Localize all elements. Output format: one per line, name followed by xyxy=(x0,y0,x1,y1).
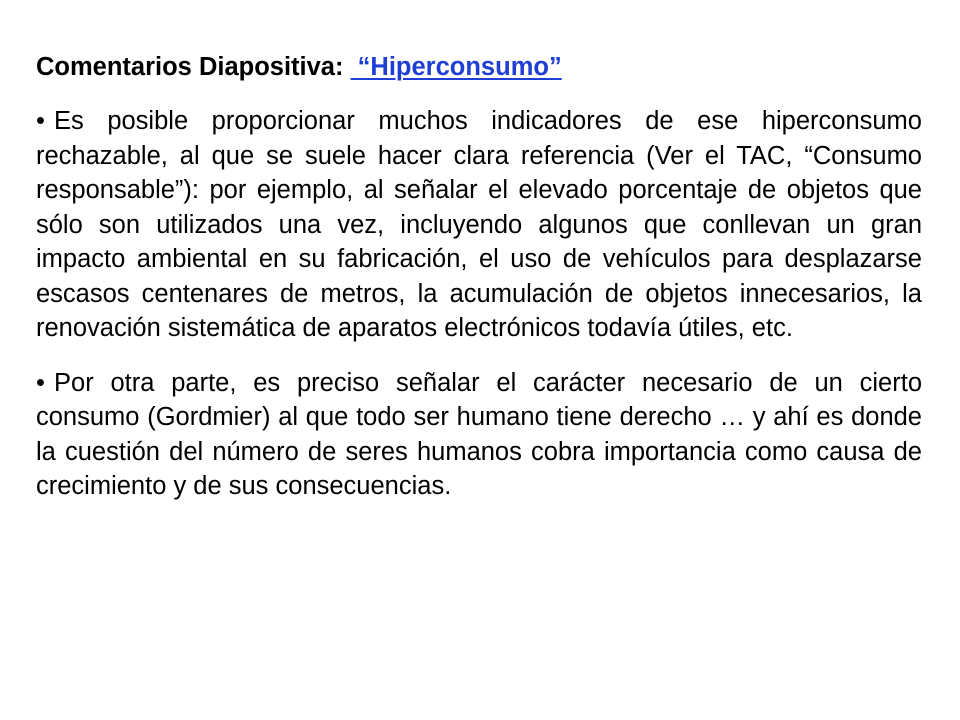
heading-label: Comentarios Diapositiva: xyxy=(36,53,344,81)
bullet-text-1: Es posible proporcionar muchos indicadores de ese hiperconsumo rechazable, al que se suele hacer clara referencia (Ver el TAC, “Consumo responsable”): por ejemplo, al señalar el elevado porcentaje de objetos que sólo son utilizados una vez, incluyendo algunos que conllevan un gran impacto ambiental en su fabricación, el uso de vehículos para desplazarse escasos centenares de metros, la acumulación de objetos innecesarios, la renovación sistemática de aparatos electrónicos todavía útiles, etc. xyxy=(36,107,922,342)
slide-heading xyxy=(36,50,922,84)
slide-content xyxy=(36,50,922,524)
heading-link[interactable]: “Hiperconsumo” xyxy=(350,53,562,81)
bullet-paragraph-2 xyxy=(36,366,922,504)
bullet-paragraph-1 xyxy=(36,104,922,346)
bullet-text-2: Por otra parte, es preciso señalar el carácter necesario de un cierto consumo (Gordmier) al que todo ser humano tiene derecho … y ahí es donde la cuestión del número de seres humanos cobra importancia como causa de crecimiento y de sus consecuencias. xyxy=(36,368,922,500)
bullet-icon: • xyxy=(36,368,45,397)
bullet-icon: • xyxy=(36,107,45,135)
